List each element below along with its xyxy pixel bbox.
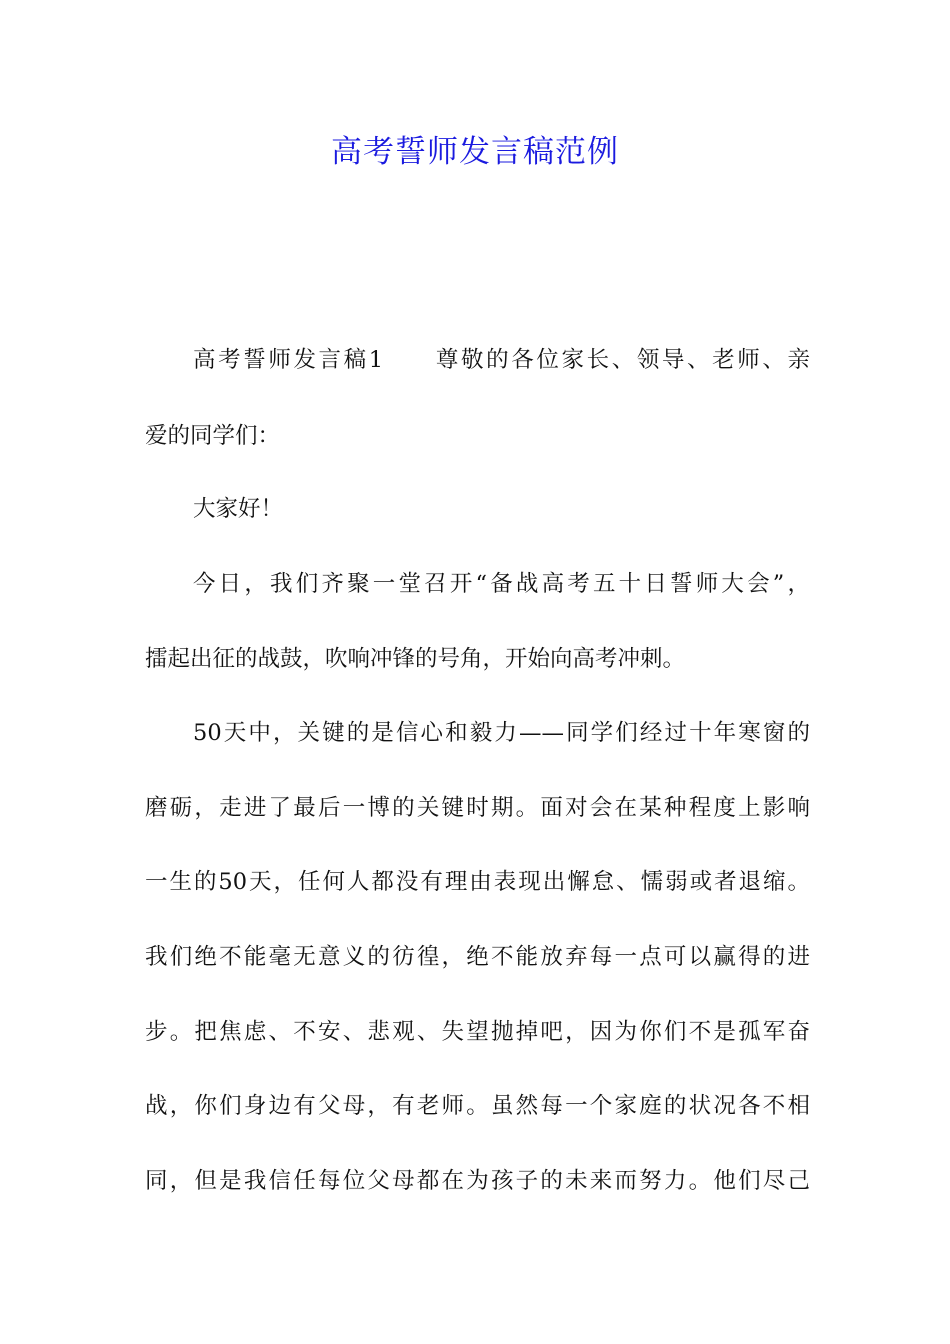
body-line: 大家好！ [193, 496, 284, 522]
body-line: 同，但是我信任每位父母都在为孩子的未来而努力。他们尽己 [145, 1168, 810, 1194]
body-line: 磨砺，走进了最后一博的关键时期。面对会在某种程度上影响 [145, 795, 810, 821]
document-title: 高考誓师发言稿范例 [331, 134, 619, 170]
body-line: 50天中，关键的是信心和毅力——同学们经过十年寒窗的 [193, 720, 810, 746]
body-line: 高考誓师发言稿1 尊敬的各位家长、领导、老师、亲 [193, 347, 810, 373]
body-line: 擂起出征的战鼓，吹响冲锋的号角，开始向高考冲刺。 [145, 646, 686, 672]
body-line: 爱的同学们： [145, 423, 281, 449]
body-line: 一生的50天，任何人都没有理由表现出懈怠、懦弱或者退缩。 [145, 869, 810, 895]
body-line: 今日，我们齐聚一堂召开“备战高考五十日誓师大会”， [193, 571, 810, 597]
body-line: 步。把焦虑、不安、悲观、失望抛掉吧，因为你们不是孤军奋 [145, 1019, 810, 1045]
body-line: 我们绝不能毫无意义的彷徨，绝不能放弃每一点可以赢得的进 [145, 944, 810, 970]
body-line: 战，你们身边有父母，有老师。虽然每一个家庭的状况各不相 [145, 1093, 810, 1119]
